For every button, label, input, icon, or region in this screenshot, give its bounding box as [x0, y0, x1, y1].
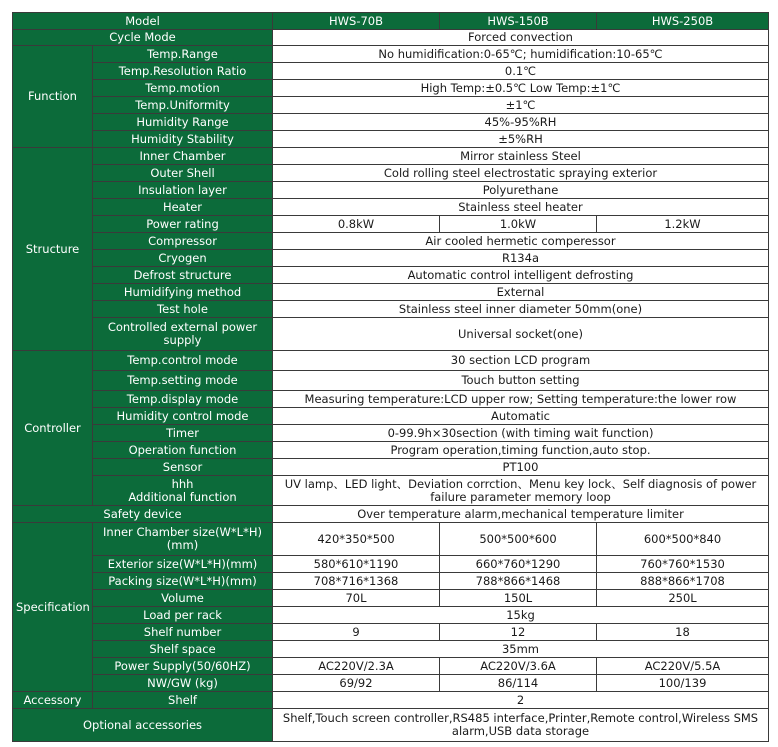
table-row [13, 641, 769, 658]
spec-table [12, 12, 769, 742]
row-value: 500*500*600 [440, 523, 597, 556]
table-row [13, 573, 769, 590]
row-value: 30 section LCD program [273, 351, 769, 371]
row-label: Humidity Range [93, 114, 273, 131]
header-row [13, 13, 769, 30]
row-label: Compressor [93, 233, 273, 250]
row-value: Universal socket(one) [273, 318, 769, 351]
row-value: High Temp:±0.5℃ Low Temp:±1℃ [273, 80, 769, 97]
row-value: 86/114 [440, 675, 597, 692]
row-value: 788*866*1468 [440, 573, 597, 590]
row-value: PT100 [273, 459, 769, 476]
row-value: Program operation,timing function,auto stop. [273, 442, 769, 459]
row-label: NW/GW (kg) [93, 675, 273, 692]
row-label: Heater [93, 199, 273, 216]
accessory-row [13, 692, 769, 709]
row-label: Temp.Resolution Ratio [93, 63, 273, 80]
table-row [13, 216, 769, 233]
row-value: 660*760*1290 [440, 556, 597, 573]
row-value: 0.1℃ [273, 63, 769, 80]
label-prefix: hhh [171, 476, 194, 491]
row-label: Shelf [93, 692, 273, 709]
table-row [13, 624, 769, 641]
row-label: Insulation layer [93, 182, 273, 199]
row-value: 9 [273, 624, 440, 641]
row-value: 600*500*840 [597, 523, 769, 556]
row-value: Automatic [273, 408, 769, 425]
row-label: Power rating [93, 216, 273, 233]
table-row [13, 476, 769, 506]
row-value: 45%-95%RH [273, 114, 769, 131]
table-row [13, 425, 769, 442]
row-value: AC220V/3.6A [440, 658, 597, 675]
row-value: Stainless steel heater [273, 199, 769, 216]
row-value: 70L [273, 590, 440, 607]
cycle-mode-value: Forced convection [273, 30, 769, 46]
row-label: Humidity Stability [93, 131, 273, 148]
row-label: Defrost structure [93, 267, 273, 284]
row-value: Air cooled hermetic comperessor [273, 233, 769, 250]
row-value: UV lamp、LED light、Deviation corrction、Menu key lock、Self diagnosis of power failure parameter memory loop [273, 476, 769, 506]
table-row [13, 408, 769, 425]
row-value: 100/139 [597, 675, 769, 692]
row-value: ±1℃ [273, 97, 769, 114]
table-row [13, 556, 769, 573]
table-row [13, 97, 769, 114]
table-row [13, 459, 769, 476]
row-value: 888*866*1708 [597, 573, 769, 590]
row-value: No humidification:0-65℃; humidification:10-65℃ [273, 46, 769, 63]
table-row [13, 131, 769, 148]
cycle-mode-label: Cycle Mode [13, 30, 273, 46]
table-row [13, 284, 769, 301]
row-label: Shelf number [93, 624, 273, 641]
row-value: 1.2kW [597, 216, 769, 233]
group-controller: Controller [13, 351, 93, 506]
row-label: Test hole [93, 301, 273, 318]
row-label: Volume [93, 590, 273, 607]
row-value: Polyurethane [273, 182, 769, 199]
model-header: Model [13, 13, 273, 30]
row-value: 708*716*1368 [273, 573, 440, 590]
table-row [13, 442, 769, 459]
safety-label: Safety device [13, 506, 273, 523]
row-value: 12 [440, 624, 597, 641]
row-value: 250L [597, 590, 769, 607]
table-row [13, 233, 769, 250]
row-value: 2 [273, 692, 769, 709]
row-value: 420*350*500 [273, 523, 440, 556]
row-label: Humidity control mode [93, 408, 273, 425]
row-label: Temp.Uniformity [93, 97, 273, 114]
row-label: Temp.Range [93, 46, 273, 63]
table-row [13, 63, 769, 80]
table-row [13, 80, 769, 97]
row-label: Load per rack [93, 607, 273, 624]
row-label: Packing size(W*L*H)(mm) [93, 573, 273, 590]
row-label: Temp.setting mode [93, 371, 273, 391]
row-value: 760*760*1530 [597, 556, 769, 573]
table-row [13, 301, 769, 318]
row-value: 15kg [273, 607, 769, 624]
row-label: Humidifying method [93, 284, 273, 301]
optional-value: Shelf,Touch screen controller,RS485 interface,Printer,Remote control,Wireless SMS alarm,USB data storage [273, 709, 769, 742]
row-label: Temp.motion [93, 80, 273, 97]
row-value: R134a [273, 250, 769, 267]
model-name: HWS-150B [440, 13, 597, 30]
group-specification: Specification [13, 523, 93, 692]
row-value: 150L [440, 590, 597, 607]
row-value: 0.8kW [273, 216, 440, 233]
table-row [13, 658, 769, 675]
row-value: AC220V/2.3A [273, 658, 440, 675]
row-label: Cryogen [93, 250, 273, 267]
row-value: AC220V/5.5A [597, 658, 769, 675]
optional-label: Optional accessories [13, 709, 273, 742]
group-structure: Structure [13, 148, 93, 351]
row-value: Mirror stainless Steel [273, 148, 769, 165]
table-row [13, 267, 769, 284]
row-label: Temp.display mode [93, 391, 273, 408]
table-row [13, 351, 769, 371]
table-row [13, 590, 769, 607]
table-row [13, 523, 769, 556]
row-label: Operation function [93, 442, 273, 459]
table-row [13, 165, 769, 182]
row-value: Measuring temperature:LCD upper row; Setting temperature:the lower row [273, 391, 769, 408]
row-label: Outer Shell [93, 165, 273, 182]
row-value: 580*610*1190 [273, 556, 440, 573]
group-accessory: Accessory [13, 692, 93, 709]
label-text: Additional function [128, 489, 237, 504]
row-label: Timer [93, 425, 273, 442]
table-row [13, 607, 769, 624]
table-row [13, 250, 769, 267]
table-row [13, 46, 769, 63]
safety-row [13, 506, 769, 523]
table-row [13, 199, 769, 216]
row-value: Touch button setting [273, 371, 769, 391]
table-row [13, 318, 769, 351]
row-label: Exterior size(W*L*H)(mm) [93, 556, 273, 573]
spec-sheet [12, 12, 769, 742]
row-value: Cold rolling steel electrostatic spraying exterior [273, 165, 769, 182]
row-label: Power Supply(50/60HZ) [93, 658, 273, 675]
row-value: ±5%RH [273, 131, 769, 148]
row-value: 18 [597, 624, 769, 641]
group-function: Function [13, 46, 93, 148]
table-row [13, 391, 769, 408]
row-label: Inner Chamber [93, 148, 273, 165]
table-row [13, 182, 769, 199]
row-label [93, 476, 273, 506]
row-value: External [273, 284, 769, 301]
row-label: Inner Chamber size(W*L*H)(mm) [93, 523, 273, 556]
row-value: Automatic control intelligent defrosting [273, 267, 769, 284]
row-value: 69/92 [273, 675, 440, 692]
row-label: Shelf space [93, 641, 273, 658]
cycle-mode-row [13, 30, 769, 46]
table-row [13, 675, 769, 692]
row-value: 35mm [273, 641, 769, 658]
row-value: 1.0kW [440, 216, 597, 233]
optional-row [13, 709, 769, 742]
row-value: Stainless steel inner diameter 50mm(one) [273, 301, 769, 318]
safety-value: Over temperature alarm,mechanical temperature limiter [273, 506, 769, 523]
table-row [13, 114, 769, 131]
model-name: HWS-70B [273, 13, 440, 30]
table-row [13, 371, 769, 391]
row-label: Controlled external power supply [93, 318, 273, 351]
row-label: Sensor [93, 459, 273, 476]
model-name: HWS-250B [597, 13, 769, 30]
row-label: Temp.control mode [93, 351, 273, 371]
row-value: 0-99.9h×30section (with timing wait function) [273, 425, 769, 442]
table-row [13, 148, 769, 165]
